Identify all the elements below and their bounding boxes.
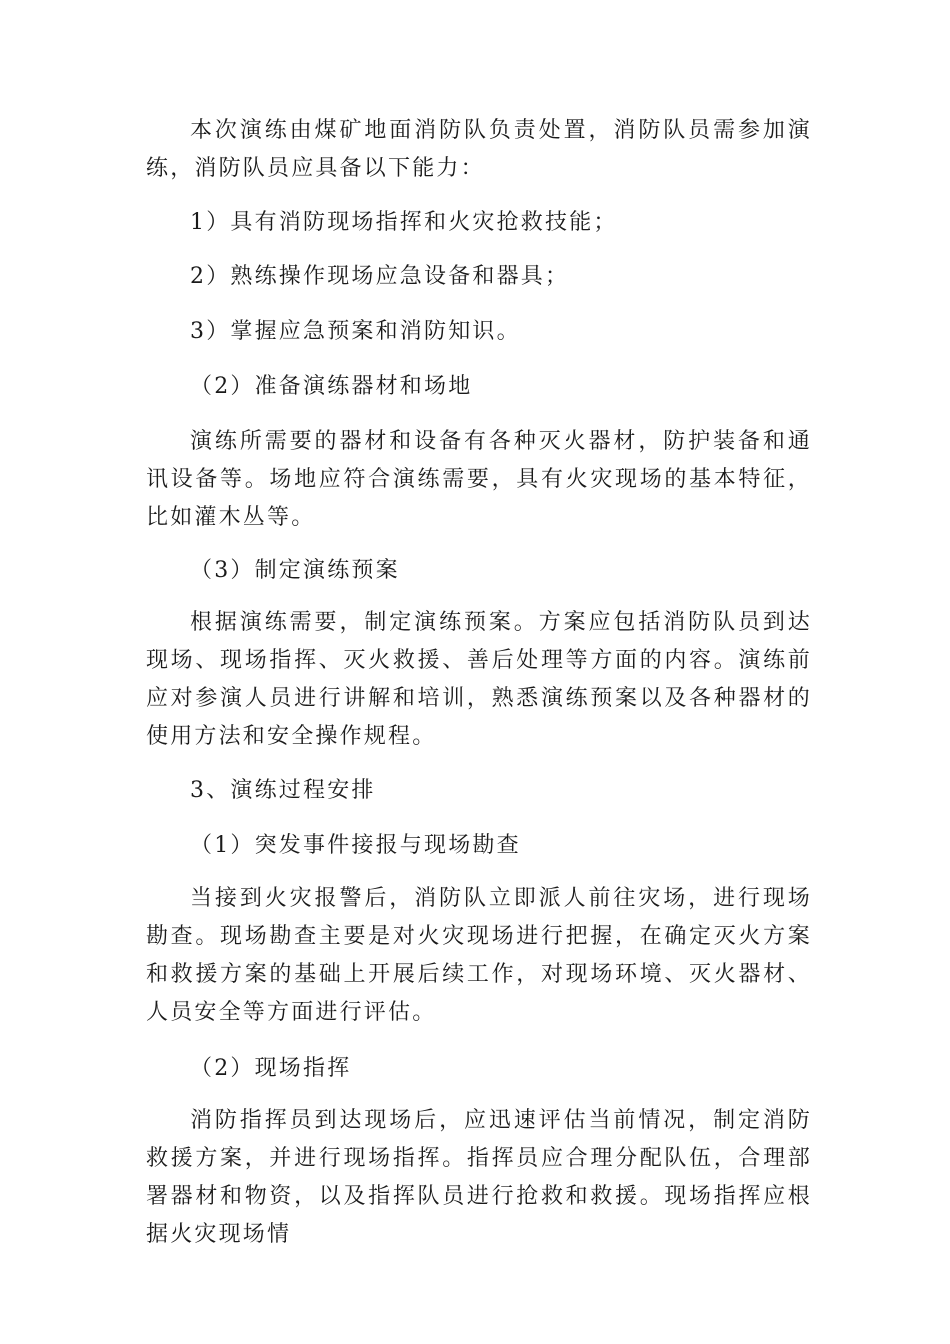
list-item-ability-1: 1）具有消防现场指挥和火灾抢救技能； — [190, 210, 618, 235]
paragraph-plan: 根据演练需要，制定演练预案。方案应包括消防队员到达现场、现场指挥、灭火救援、善后处理等方面的内容。演练前应对参演人员进行讲解和培训，熟悉演练预案以及各种器材的使用方法和安全操作规程。 — [146, 610, 812, 749]
paragraph-equipment: 演练所需要的器材和设备有各种灭火器材，防护装备和通讯设备等。场地应符合演练需要，具有火灾现场的基本特征，比如灌木丛等。 — [146, 429, 812, 530]
section-heading-plan: （3）制定演练预案 — [190, 558, 400, 583]
section-heading-equipment: （2）准备演练器材和场地 — [190, 374, 473, 399]
section-heading-report-survey: （1）突发事件接报与现场勘查 — [190, 833, 521, 858]
list-item-ability-2: 2）熟练操作现场应急设备和器具； — [190, 264, 570, 289]
paragraph-report-survey: 当接到火灾报警后，消防队立即派人前往灾场，进行现场勘查。现场勘查主要是对火灾现场进行把握，在确定灭火方案和救援方案的基础上开展后续工作，对现场环境、灭火器材、人员安全等方面进行评估。 — [146, 886, 812, 1025]
paragraph-command: 消防指挥员到达现场后，应迅速评估当前情况，制定消防救援方案，并进行现场指挥。指挥员应合理分配队伍，合理部署器材和物资，以及指挥队员进行抢救和救援。现场指挥应根据火灾现场情 — [146, 1108, 812, 1247]
paragraph-drill-responsibility: 本次演练由煤矿地面消防队负责处置，消防队员需参加演练，消防队员应具备以下能力： — [146, 118, 812, 181]
section-heading-process: 3、演练过程安排 — [190, 778, 376, 803]
section-heading-command: （2）现场指挥 — [190, 1056, 352, 1081]
list-item-ability-3: 3）掌握应急预案和消防知识。 — [190, 319, 521, 344]
